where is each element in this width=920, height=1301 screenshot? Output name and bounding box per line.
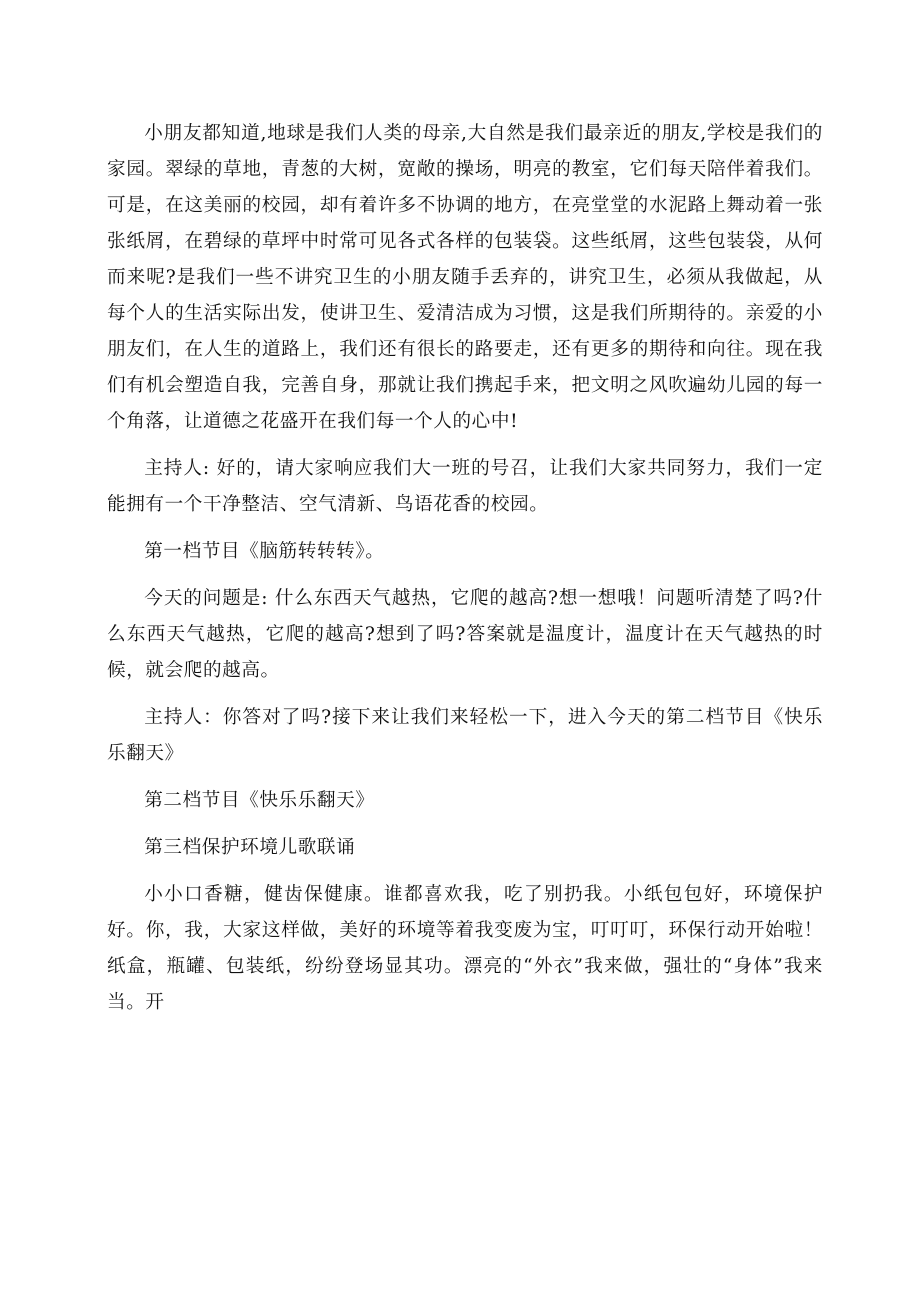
paragraph-riddle: 今天的问题是: 什么东西天气越热，它爬的越高?想一想哦！问题听清楚了吗?什么东西天气越热，它爬的越高?想到了吗?答案就是温度计，温度计在天气越热的时候，就会爬的越高。	[107, 588, 823, 681]
paragraph-host-transition: 主持人：你答对了吗?接下来让我们来轻松一下，进入今天的第二档节目《快乐乐翻天》	[107, 707, 823, 764]
paragraph-intro: 小朋友都知道,地球是我们人类的母亲,大自然是我们最亲近的朋友,学校是我们的家园。翠绿的草地，青葱的大树，宽敞的操场，明亮的教室，它们每天陪伴着我们。可是，在这美丽的校园，却有着许多不协调的地方，在亮堂堂的水泥路上舞动着一张张纸屑，在碧绿的草坪中时常可见各式各样的包装袋。这些纸屑，这些包装袋，从何而来呢?是我们一些不讲究卫生的小朋友随手丢弃的，讲究卫生，必须从我做起，从每个人的生活实际出发，使讲卫生、爱清洁成为习惯，这是我们所期待的。亲爱的小朋友们，在人生的道路上，我们还有很长的路要走，还有更多的期待和向往。现在我们有机会塑造自我，完善自身，那就让我们携起手来，把文明之风吹遍幼儿园的每一个角落，让道德之花盛开在我们每一个人的心中!	[107, 123, 823, 432]
document-body	[107, 116, 823, 1032]
paragraph-host-response: 主持人: 好的，请大家响应我们大一班的号召，让我们大家共同努力，我们一定能拥有一个干净整洁、空气清新、鸟语花香的校园。	[107, 458, 823, 515]
paragraph-program-three-title: 第三档保护环境儿歌联诵	[144, 837, 356, 858]
paragraph-rhyme: 小小口香糖，健齿保健康。谁都喜欢我，吃了别扔我。小纸包包好，环境保护好。你，我，大家这样做，美好的环境等着我变废为宝，叮叮叮，环保行动开始啦！纸盒，瓶罐、包装纸，纷纷登场显其功。漂亮的“外衣”我来做，强壮的“身体”我来当。开	[107, 884, 823, 1013]
paragraph-program-one-title: 第一档节目《脑筋转转转》。	[144, 541, 385, 562]
paragraph-program-two-title: 第二档节目《快乐乐翻天》	[144, 790, 375, 811]
